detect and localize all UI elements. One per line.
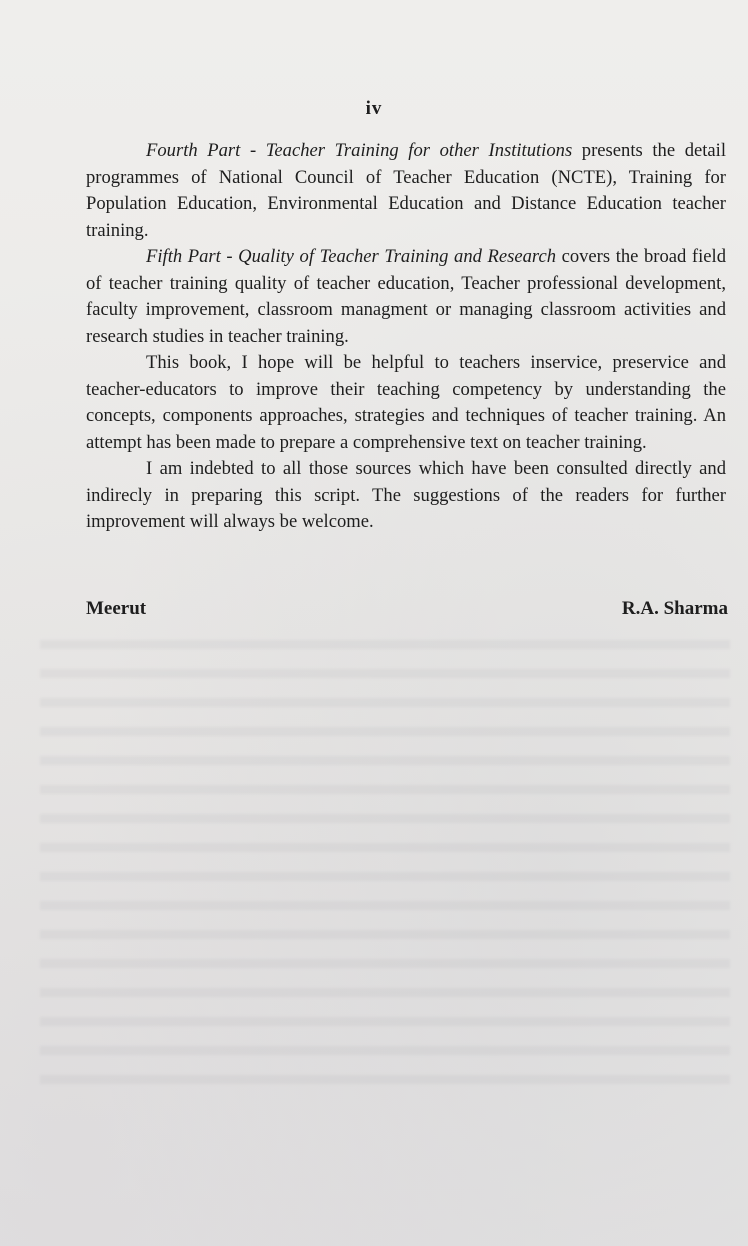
- fifth-part-title: Fifth Part - Quality of Teacher Training and Research: [146, 246, 556, 267]
- signature-line: [86, 598, 728, 620]
- paragraph-fourth-part: [86, 138, 726, 244]
- page-number: iv: [365, 98, 383, 119]
- preface-body: [86, 138, 726, 536]
- paragraph-acknowledgement: I am indebted to all those sources which have been consulted directly and indirecly in preparing this script. The suggestions of the readers for further improvement will always be welcome.: [86, 458, 726, 532]
- fifth-part-text: covers the broad field of teacher training quality of teacher education, Teacher professional development, faculty improvement, classroom managment or managing classroom activities and research studies in teacher training.: [86, 246, 726, 347]
- signature-author: R.A. Sharma: [621, 598, 728, 619]
- paragraph-fifth-part: [86, 244, 726, 350]
- fourth-part-title: Fourth Part - Teacher Training for other Institutions: [146, 140, 573, 161]
- bleed-through-shadow: [40, 640, 730, 1100]
- signature-place: Meerut: [86, 598, 147, 619]
- fourth-part-text: presents the detail programmes of National Council of Teacher Education (NCTE), Training for Population Education, Environmental Education and Distance Education teacher training.: [86, 140, 727, 241]
- paragraph-book-purpose: This book, I hope will be helpful to teachers inservice, preservice and teacher-educators to improve their teaching competency by understanding the concepts, components approaches, strategies and techniques of teacher training. An attempt has been made to prepare a comprehensive text on teacher training.: [86, 352, 726, 453]
